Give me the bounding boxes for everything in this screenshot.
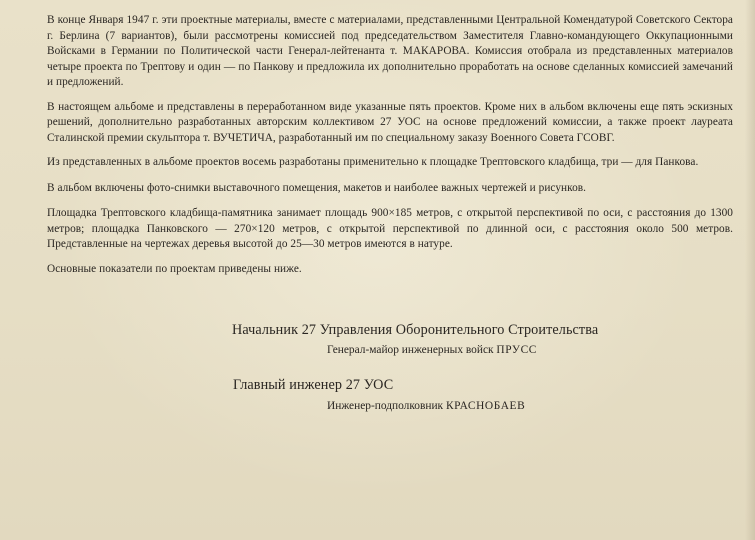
signature-rank-engineer: Инженер-подполковник	[327, 400, 444, 412]
signature-name-engineer	[327, 399, 525, 414]
signature-title-chief: Начальник 27 Управления Оборонительного Строительства	[232, 322, 599, 338]
paragraph-indicators: Основные показатели по проектам приведены ниже.	[47, 262, 302, 275]
signature-name-chief	[327, 343, 537, 358]
paragraph-album-contents: В настоящем альбоме и представлены в переработанном виде указанные пять проектов. Кроме них в альбом включены еще пять эскизных решений, дополнительно разработанных авторским коллективом 27 УОС на основе предложений комиссии, а также проект лауреата Сталинской премии скульптора т. ВУЧЕТИЧА, разработанный им по специальному заказу Военного Совета ГСОВГ.	[47, 100, 733, 144]
paragraph-sites: Из представленных в альбоме проектов восемь разработаны применительно к площадке Трептовского кладбища, три — для Панкова.	[47, 156, 699, 168]
signature-surname-engineer: КРАСНОБАЕВ	[445, 400, 526, 412]
signature-title-engineer: Главный инженер 27 УОС	[233, 377, 394, 393]
signature-surname-chief: ПРУСС	[496, 344, 537, 356]
paragraph-dimensions: Площадка Трептовского кладбища-памятника занимает площадь 900×185 метров, с открытой перспективой по оси, с расстояния до 1300 метров; площадка Панковского — 270×120 метров, с открытой перспективой по длинной оси, с расстояния около 500 метров. Представленные на чертежах деревья высотой до 25—30 метров имеются в натуре.	[47, 207, 733, 250]
paragraph-commission: В конце Января 1947 г. эти проектные материалы, вместе с материалами, представленными Центральной Комендатурой Советского Сектора г. Берлина (7 вариантов), были рассмотрены комиссией под председательством Заместителя Главно-командующего Оккупационными Войсками в Германии по Политической части Генерал-лейтенанта т. МАКАРОВА. Комиссия отобрала из представленных материалов четыре проекта по Трептову и один — по Панкову и предложила их дополнительно проработать на основе сделанных комиссией замечаний и предложений.	[47, 14, 733, 88]
paragraph-photos: В альбом включены фото-снимки выставочного помещения, макетов и наиболее важных чертежей и рисунков.	[47, 181, 587, 194]
signature-rank-chief: Генерал-майор инженерных войск	[327, 344, 494, 356]
body-text	[47, 13, 733, 286]
page-edge-shadow	[745, 0, 755, 540]
